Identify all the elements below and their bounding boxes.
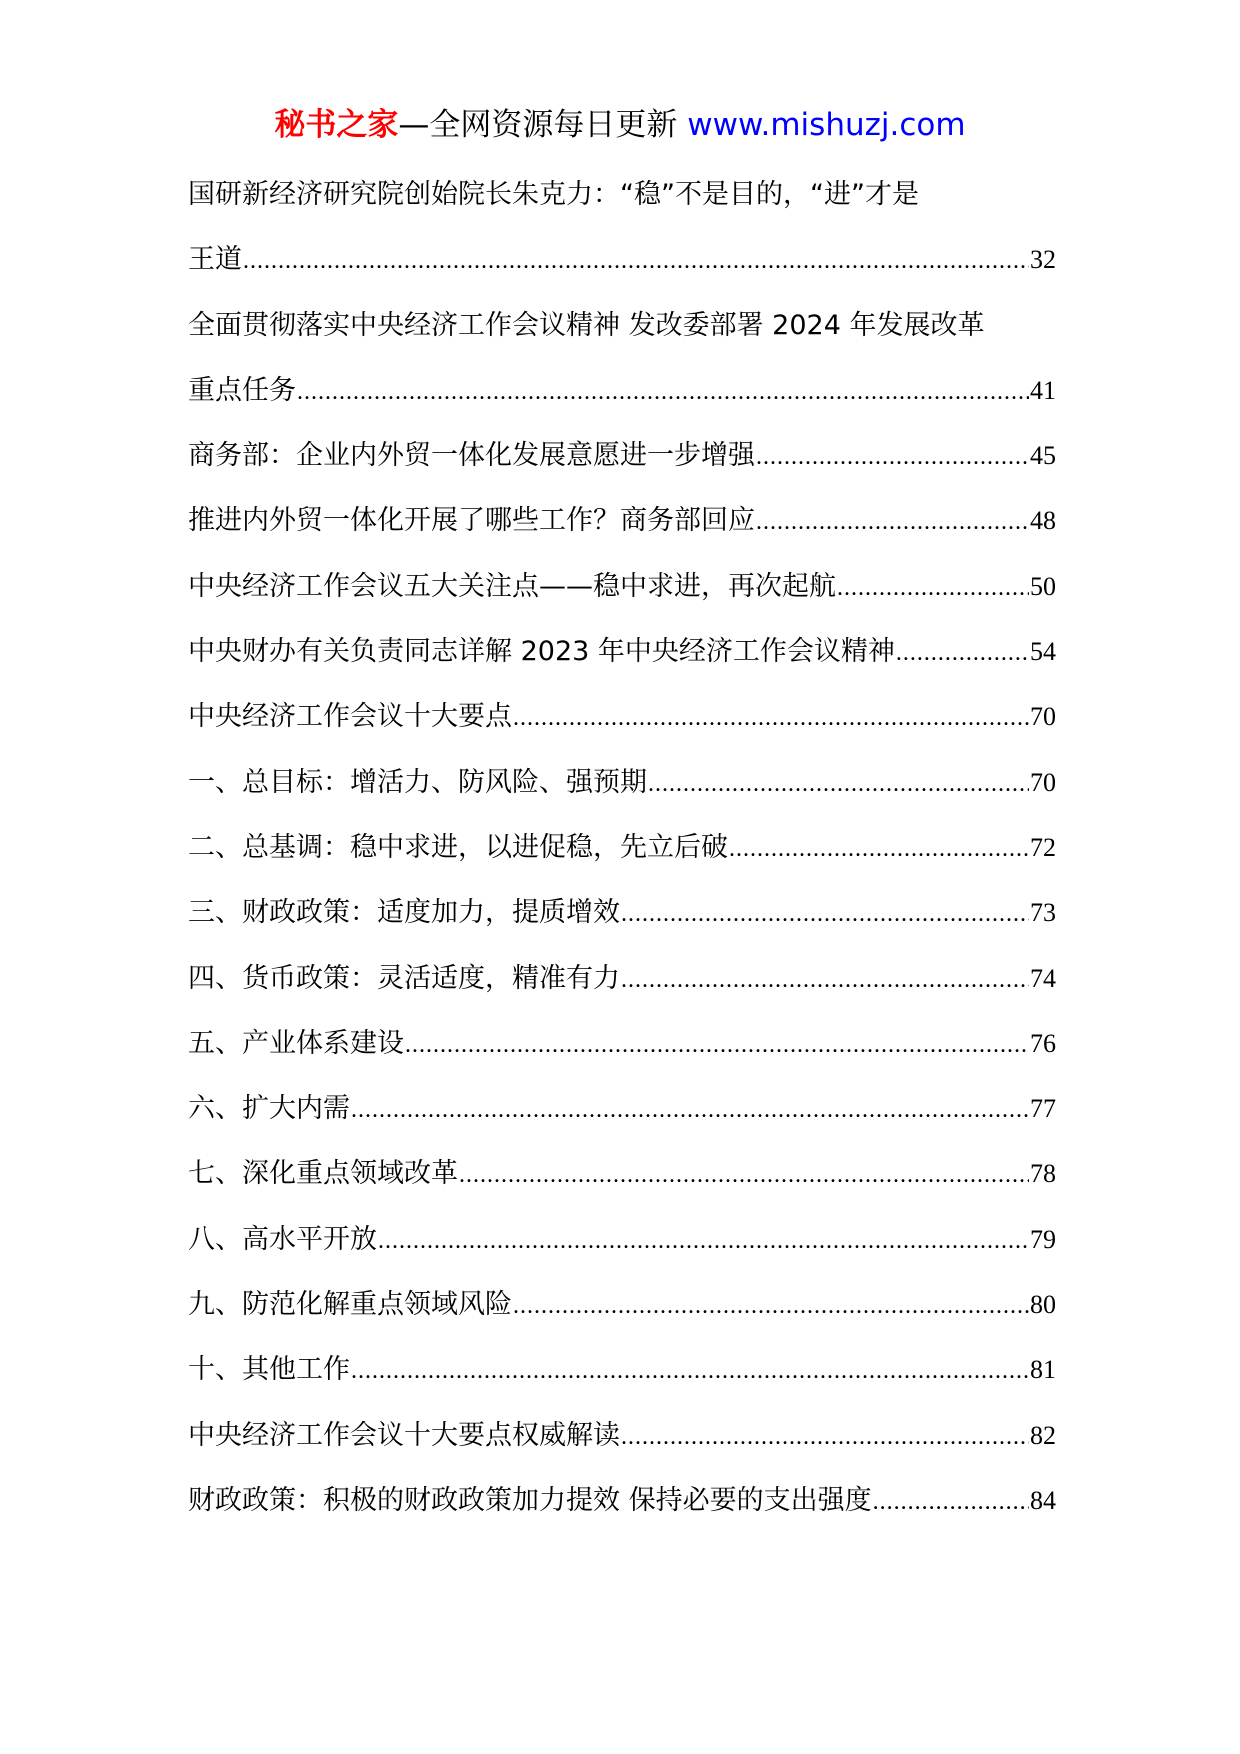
toc-entry[interactable] [188, 162, 1056, 293]
toc-leader-dots [459, 1143, 1029, 1206]
toc-title: 王道 [188, 244, 242, 276]
header-tagline: —全网资源每日更新 [398, 107, 688, 143]
toc-page-number: 76 [1030, 1028, 1056, 1058]
toc-page-number: 70 [1030, 767, 1056, 797]
toc-entry[interactable] [188, 1403, 1056, 1468]
toc-page-number: 48 [1030, 506, 1056, 536]
toc-entry[interactable] [188, 1272, 1056, 1337]
toc-title: 一、总目标：增活力、防风险、强预期 [188, 766, 647, 798]
toc-entry[interactable] [188, 1468, 1056, 1533]
toc-entry[interactable] [188, 750, 1056, 815]
toc-title: 六、扩大内需 [188, 1093, 350, 1125]
toc-entry[interactable] [188, 684, 1056, 749]
toc-title: 商务部：企业内外贸一体化发展意愿进一步增强 [188, 440, 755, 472]
table-of-contents [188, 162, 1056, 1533]
toc-page-number: 72 [1030, 832, 1056, 862]
toc-entry[interactable] [188, 293, 1056, 424]
toc-page-number: 74 [1030, 963, 1056, 993]
toc-page-number: 81 [1030, 1355, 1056, 1385]
toc-leader-dots [729, 817, 1029, 880]
toc-title: 重点任务 [188, 374, 296, 406]
toc-leader-dots [621, 1405, 1029, 1468]
toc-page-number: 70 [1030, 702, 1056, 732]
toc-leader-dots [621, 882, 1029, 945]
toc-leader-dots [621, 948, 1029, 1011]
toc-entry[interactable] [188, 1337, 1056, 1402]
toc-leader-dots [297, 360, 1029, 423]
toc-leader-dots [243, 229, 1029, 292]
toc-page-number: 80 [1030, 1290, 1056, 1320]
toc-leader-dots [351, 1078, 1029, 1141]
header-url[interactable]: www.mishuzj.com [687, 107, 966, 143]
toc-page-number: 41 [1030, 375, 1056, 405]
toc-title: 推进内外贸一体化开展了哪些工作？商务部回应 [188, 505, 755, 537]
toc-page-number: 50 [1030, 571, 1056, 601]
toc-page-number: 77 [1030, 1094, 1056, 1124]
toc-leader-dots [405, 1013, 1029, 1076]
toc-title: 十、其他工作 [188, 1354, 350, 1386]
toc-title-first-line: 全面贯彻落实中央经济工作会议精神 发改委部署 2024 年发展改革 [188, 309, 985, 341]
toc-title: 三、财政政策：适度加力，提质增效 [188, 897, 620, 929]
toc-entry[interactable] [188, 488, 1056, 553]
toc-entry[interactable] [188, 1011, 1056, 1076]
toc-page-number: 32 [1030, 245, 1056, 275]
brand-name: 秘书之家 [274, 107, 399, 143]
toc-entry[interactable] [188, 423, 1056, 488]
toc-title: 八、高水平开放 [188, 1223, 377, 1255]
toc-page-number: 84 [1030, 1485, 1056, 1515]
toc-leader-dots [873, 1470, 1029, 1533]
toc-title: 七、深化重点领域改革 [188, 1158, 458, 1190]
toc-title: 四、货币政策：灵活适度，精准有力 [188, 962, 620, 994]
toc-entry[interactable] [188, 1207, 1056, 1272]
toc-leader-dots [513, 686, 1029, 749]
toc-leader-dots [351, 1339, 1029, 1402]
toc-title: 九、防范化解重点领域风险 [188, 1289, 512, 1321]
toc-title: 中央经济工作会议五大关注点——稳中求进，再次起航 [188, 570, 836, 602]
toc-entry[interactable] [188, 946, 1056, 1011]
toc-entry[interactable] [188, 554, 1056, 619]
toc-leader-dots [648, 752, 1029, 815]
toc-page-number: 82 [1030, 1420, 1056, 1450]
toc-title: 二、总基调：稳中求进，以进促稳，先立后破 [188, 831, 728, 863]
toc-title: 五、产业体系建设 [188, 1027, 404, 1059]
toc-leader-dots [837, 556, 1029, 619]
toc-entry[interactable] [188, 1141, 1056, 1206]
toc-entry[interactable] [188, 619, 1056, 684]
toc-leader-dots [378, 1209, 1029, 1272]
toc-entry[interactable] [188, 815, 1056, 880]
toc-page-number: 79 [1030, 1224, 1056, 1254]
toc-title: 中央经济工作会议十大要点 [188, 701, 512, 733]
toc-page-number: 78 [1030, 1159, 1056, 1189]
toc-title-first-line: 国研新经济研究院创始院长朱克力：“稳”不是目的，“进”才是 [188, 179, 919, 210]
toc-title: 财政政策：积极的财政政策加力提效 保持必要的支出强度 [188, 1484, 872, 1516]
toc-leader-dots [756, 425, 1029, 488]
page-header [0, 100, 1240, 150]
toc-entry[interactable] [188, 880, 1056, 945]
toc-title: 中央经济工作会议十大要点权威解读 [188, 1419, 620, 1451]
toc-entry[interactable] [188, 1076, 1056, 1141]
toc-leader-dots [896, 621, 1029, 684]
toc-leader-dots [513, 1274, 1029, 1337]
toc-page-number: 54 [1030, 637, 1056, 667]
toc-leader-dots [756, 490, 1029, 553]
toc-page-number: 45 [1030, 441, 1056, 471]
toc-title: 中央财办有关负责同志详解 2023 年中央经济工作会议精神 [188, 636, 895, 668]
toc-page-number: 73 [1030, 898, 1056, 928]
